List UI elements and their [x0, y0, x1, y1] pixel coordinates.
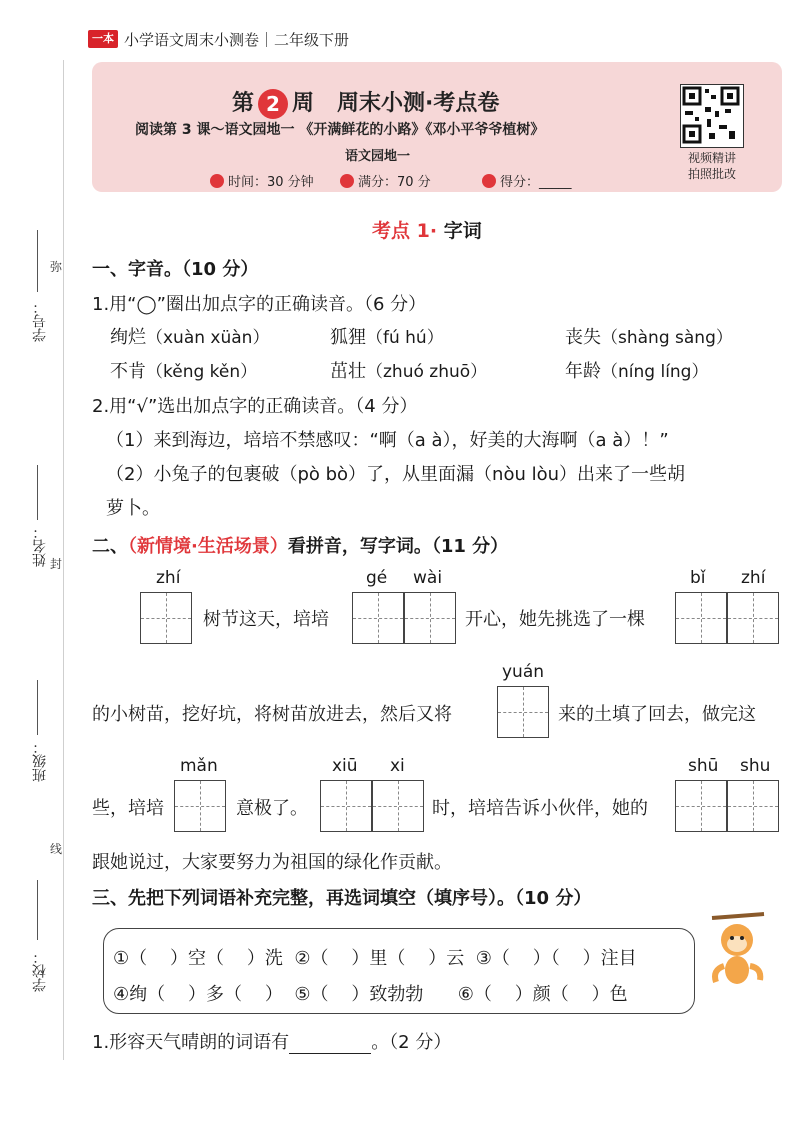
- banner-scope-2: 语文园地一: [345, 149, 411, 164]
- q2-text: 开心，她先挑选了一棵: [465, 609, 645, 630]
- time-info: [210, 171, 314, 190]
- target-icon: [482, 174, 496, 188]
- q3-sub1: 1.形容天气晴朗的词语有 。（2 分）: [92, 1032, 452, 1053]
- week-prefix: 第: [232, 91, 255, 116]
- write-cell[interactable]: [174, 780, 226, 832]
- seal-mark-3: 线: [50, 842, 63, 856]
- q1-item[interactable]: 茁壮（zhuó zhuō）: [330, 361, 488, 382]
- pinyin-label: mǎn: [180, 756, 218, 776]
- answer-blank[interactable]: [289, 1035, 371, 1054]
- seal-mark-2: 封: [50, 557, 63, 571]
- word-bank-row[interactable]: ①（ ）空（ ）洗 ②（ ）里（ ）云 ③（ ）（ ）注目: [113, 948, 637, 969]
- medal-icon: [340, 174, 354, 188]
- got-text: 得分：_____: [500, 175, 572, 190]
- write-cell[interactable]: [372, 780, 424, 832]
- write-cell[interactable]: [352, 592, 404, 644]
- section-heading: 考点 1· 字词: [372, 220, 482, 242]
- week-number: 2: [258, 89, 288, 119]
- class-underline: [37, 680, 38, 735]
- school-underline: [37, 880, 38, 940]
- pinyin-label: shū: [688, 756, 719, 776]
- q1-sub1: 1.用“◯”圈出加点字的正确读音。（6 分）: [92, 294, 427, 315]
- pinyin-label: zhí: [741, 568, 766, 588]
- name-underline: [37, 465, 38, 520]
- q3-title: 三、先把下列词语补充完整，再选词填空（填序号）。（10 分）: [92, 888, 592, 909]
- q1-item[interactable]: 狐狸（fú hú）: [330, 327, 444, 348]
- q2-title: 二、（新情境·生活场景）看拼音，写字词。（11 分）: [92, 536, 509, 557]
- qr-label: 视频精讲 拍照批改: [687, 151, 736, 181]
- got-info: [482, 171, 572, 190]
- q2-text: 来的土填了回去，做完这: [558, 704, 756, 725]
- brand-tag: 一本: [88, 30, 118, 48]
- q2-text: 跟她说过，大家要努力为祖国的绿化作贡献。: [92, 852, 452, 873]
- week-suffix: 周: [292, 91, 315, 116]
- write-cell[interactable]: [727, 780, 779, 832]
- score-info: [340, 171, 431, 190]
- q2-text: 意极了。: [236, 798, 308, 819]
- q1-sub2-item2-cont: 萝卜。: [106, 498, 160, 519]
- pinyin-label: wài: [413, 568, 443, 588]
- banner-title: [232, 86, 499, 119]
- q2-text: 时，培培告诉小伙伴，她的: [432, 798, 648, 819]
- write-cell[interactable]: [140, 592, 192, 644]
- write-cell[interactable]: [727, 592, 779, 644]
- write-cell[interactable]: [404, 592, 456, 644]
- q1-item[interactable]: 年龄（níng líng）: [565, 361, 709, 382]
- monkey-mascot-icon: [702, 910, 772, 990]
- id-label: 学号：: [32, 300, 48, 342]
- school-label: 学校：: [32, 950, 48, 992]
- write-cell[interactable]: [675, 592, 727, 644]
- q1-sub2-item1[interactable]: （1）来到海边，培培不禁感叹：“啊（a à），好美的大海啊（a à）！”: [106, 430, 669, 451]
- seal-mark-1: 弥: [50, 260, 63, 274]
- pinyin-label: gé: [366, 568, 388, 588]
- qr-code-icon[interactable]: [680, 84, 744, 148]
- q1-title: 一、字音。（10 分）: [92, 259, 259, 280]
- id-underline: [37, 230, 38, 292]
- q1-sub2-item2[interactable]: （2）小兔子的包裹破（pò bò）了，从里面漏（nòu lòu）出来了一些胡: [106, 464, 686, 485]
- q2-text: 些，培培: [92, 798, 164, 819]
- pinyin-label: xiū: [332, 756, 358, 776]
- pinyin-label: zhí: [156, 568, 181, 588]
- pinyin-label: shu: [740, 756, 771, 776]
- pinyin-label: yuán: [502, 662, 545, 682]
- word-bank-row[interactable]: ④绚（ ）多（ ） ⑤（ ）致勃勃 ⑥（ ）颜（ ）色: [113, 984, 628, 1005]
- clock-icon: [210, 174, 224, 188]
- q1-item[interactable]: 不肯（kěng kěn）: [110, 361, 258, 382]
- q2-text: 树节这天，培培: [203, 609, 329, 630]
- q2-text: 的小树苗，挖好坑，将树苗放进去，然后又将: [92, 704, 452, 725]
- brand-title: 小学语文周末小测卷｜二年级下册: [124, 31, 350, 49]
- write-cell[interactable]: [320, 780, 372, 832]
- class-label: 班级：: [32, 740, 48, 782]
- write-cell[interactable]: [675, 780, 727, 832]
- pinyin-label: bǐ: [690, 568, 706, 588]
- binding-line: [63, 60, 64, 1060]
- name-label: 姓名：: [32, 525, 48, 567]
- scenario-tag: （新情境·生活场景）: [128, 536, 288, 557]
- banner-scope: 阅读第 3 课～语文园地一 《开满鲜花的小路》《邓小平爷爷植树》: [135, 122, 545, 138]
- pinyin-label: xi: [390, 756, 405, 776]
- score-text: 满分：70 分: [358, 175, 431, 190]
- q1-sub2: 2.用“√”选出加点字的正确读音。（4 分）: [92, 396, 418, 417]
- q1-item[interactable]: 绚烂（xuàn xüàn）: [110, 327, 270, 348]
- q1-item[interactable]: 丧失（shàng sàng）: [565, 327, 733, 348]
- write-cell[interactable]: [497, 686, 549, 738]
- time-text: 时间：30 分钟: [228, 175, 314, 190]
- test-title: 周末小测·考点卷: [337, 91, 500, 116]
